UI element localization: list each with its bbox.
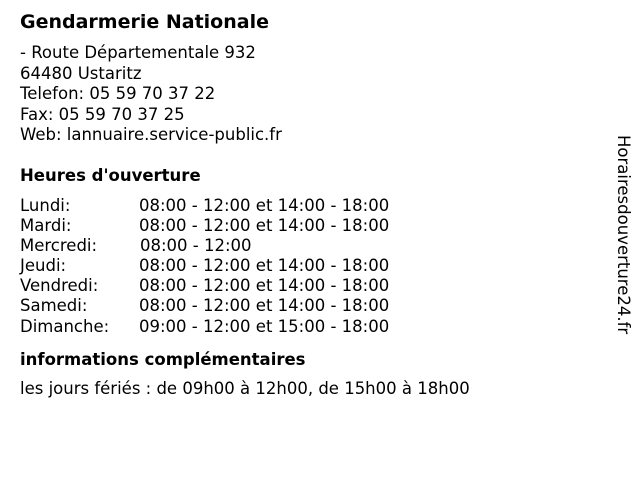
day-label: Mercredi:: [20, 235, 98, 255]
additional-info-heading: informations complémentaires: [20, 349, 306, 369]
hours-value: 08:00 - 12:00 et 14:00 - 18:00: [139, 215, 390, 235]
address-line-2: 64480 Ustaritz: [20, 63, 142, 83]
hours-value: 08:00 - 12:00: [140, 235, 252, 255]
day-label: Samedi:: [20, 296, 88, 316]
website: Web: lannuaire.service-public.fr: [20, 125, 282, 144]
day-label: Dimanche:: [20, 316, 110, 336]
hours-value: 08:00 - 12:00 et 14:00 - 18:00: [139, 195, 390, 215]
day-label: Mardi:: [20, 215, 72, 235]
hours-row-wednesday: [20, 236, 600, 256]
hours-row-saturday: [20, 296, 600, 316]
hours-row-tuesday: [20, 216, 600, 236]
hours-value: 08:00 - 12:00 et 14:00 - 18:00: [139, 296, 390, 316]
phone-number: Telefon: 05 59 70 37 22: [20, 84, 216, 103]
business-name: Gendarmerie Nationale: [20, 11, 269, 33]
site-watermark-text: Horairesdouverture24.fr: [614, 135, 633, 335]
hours-value: 08:00 - 12:00 et 14:00 - 18:00: [139, 256, 390, 276]
day-label: Vendredi:: [20, 276, 99, 296]
site-watermark: [612, 135, 634, 375]
contact-block: [20, 43, 600, 146]
hours-row-monday: [20, 196, 600, 216]
hours-value: 09:00 - 12:00 et 15:00 - 18:00: [139, 316, 390, 336]
day-label: Jeudi:: [20, 256, 67, 276]
additional-info-text: les jours fériés : de 09h00 à 12h00, de 15h00 à 18h00: [20, 378, 470, 398]
address-line-1: - Route Départementale 932: [20, 43, 256, 62]
hours-row-thursday: [20, 256, 600, 276]
hours-value: 08:00 - 12:00 et 14:00 - 18:00: [139, 276, 390, 296]
business-card: [20, 10, 600, 399]
hours-row-friday: [20, 276, 600, 296]
day-label: Lundi:: [20, 195, 71, 215]
opening-hours-heading: Heures d'ouverture: [20, 165, 201, 185]
hours-row-sunday: [20, 317, 600, 337]
fax-number: Fax: 05 59 70 37 25: [20, 104, 185, 124]
opening-hours-table: [20, 196, 600, 337]
